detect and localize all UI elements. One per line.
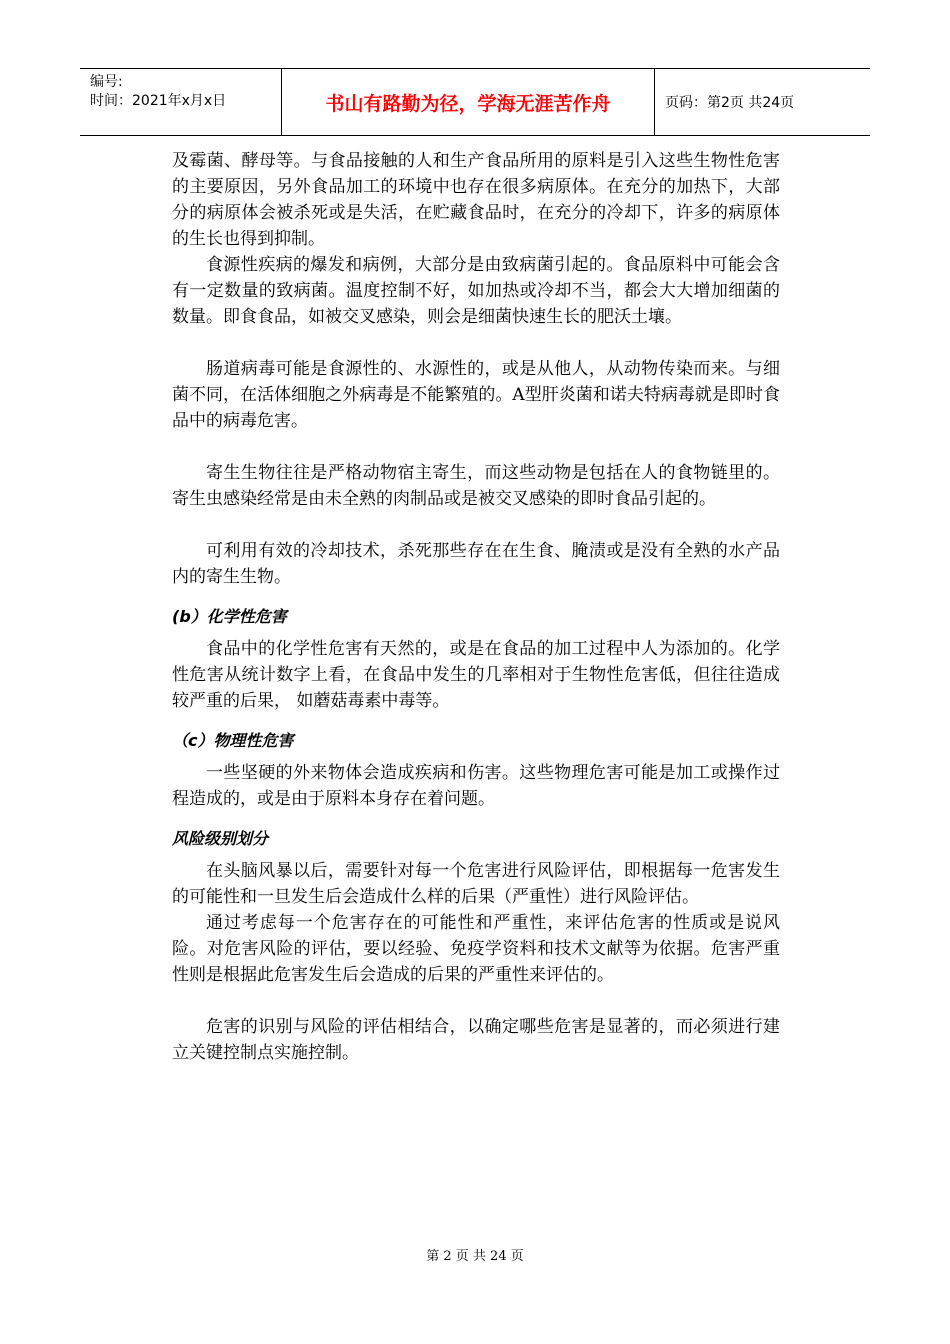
section-heading-risk: 风险级别划分 — [172, 829, 269, 848]
page-footer: 第 2 页 共 24 页 — [426, 1249, 524, 1264]
paragraph: 寄生生物往往是严格动物宿主寄生，而这些动物是包括在人的食物链里的。寄生虫感染经常是由未全熟的肉制品或是被交叉感染的即时食品引起的。 — [172, 463, 780, 509]
paragraph: 危害的识别与风险的评估相结合，以确定哪些危害是显著的，而必须进行建立关键控制点实施控制。 — [172, 1017, 780, 1063]
paragraph: 食品中的化学性危害有天然的，或是在食品的加工过程中人为添加的。化学性危害从统计数字上看，在食品中发生的几率相对于生物性危害低，但往往造成较严重的后果， 如蘑菇毒素中毒等。 — [172, 639, 780, 711]
document-body — [172, 148, 780, 1066]
section-heading-chemical: (b）化学性危害 — [172, 607, 287, 626]
date-label: 时间：2021年x月x日 — [90, 93, 227, 109]
paragraph: 可利用有效的冷却技术，杀死那些存在在生食、腌渍或是没有全熟的水产品内的寄生生物。 — [172, 541, 780, 587]
header-motto: 书山有路勤为径，学海无涯苦作舟 — [282, 69, 655, 135]
header-page-info: 页码：第2页 共24页 — [665, 95, 795, 111]
paragraph: 肠道病毒可能是食源性的、水源性的，或是从他人，从动物传染而来。与细菌不同，在活体细胞之外病毒是不能繁殖的。A型肝炎菌和诺夫特病毒就是即时食品中的病毒危害。 — [172, 359, 780, 431]
page-header — [80, 68, 870, 136]
section-heading-physical: （c）物理性危害 — [172, 731, 294, 750]
paragraph: 通过考虑每一个危害存在的可能性和严重性，来评估危害的性质或是说风险。对危害风险的评估，要以经验、免疫学资料和技术文献等为依据。危害严重性则是根据此危害发生后会造成的后果的严重性来评估的。 — [172, 913, 780, 985]
serial-number-label: 编号: — [90, 74, 123, 90]
paragraph: 一些坚硬的外来物体会造成疾病和伤害。这些物理危害可能是加工或操作过程造成的，或是由于原料本身存在着问题。 — [172, 763, 780, 809]
header-meta — [80, 69, 282, 135]
paragraph: 及霉菌、酵母等。与食品接触的人和生产食品所用的原料是引入这些生物性危害的主要原因，另外食品加工的环境中也存在很多病原体。在充分的加热下，大部分的病原体会被杀死或是失活，在贮藏食品时，在充分的冷却下，许多的病原体的生长也得到抑制。 — [172, 151, 780, 249]
paragraph: 食源性疾病的爆发和病例，大部分是由致病菌引起的。食品原料中可能会含有一定数量的致病菌。温度控制不好，如加热或冷却不当，都会大大增加细菌的数量。即食食品，如被交叉感染，则会是细菌快速生长的肥沃土壤。 — [172, 255, 780, 327]
paragraph: 在头脑风暴以后，需要针对每一个危害进行风险评估，即根据每一危害发生的可能性和一旦发生后会造成什么样的后果（严重性）进行风险评估。 — [172, 861, 780, 907]
